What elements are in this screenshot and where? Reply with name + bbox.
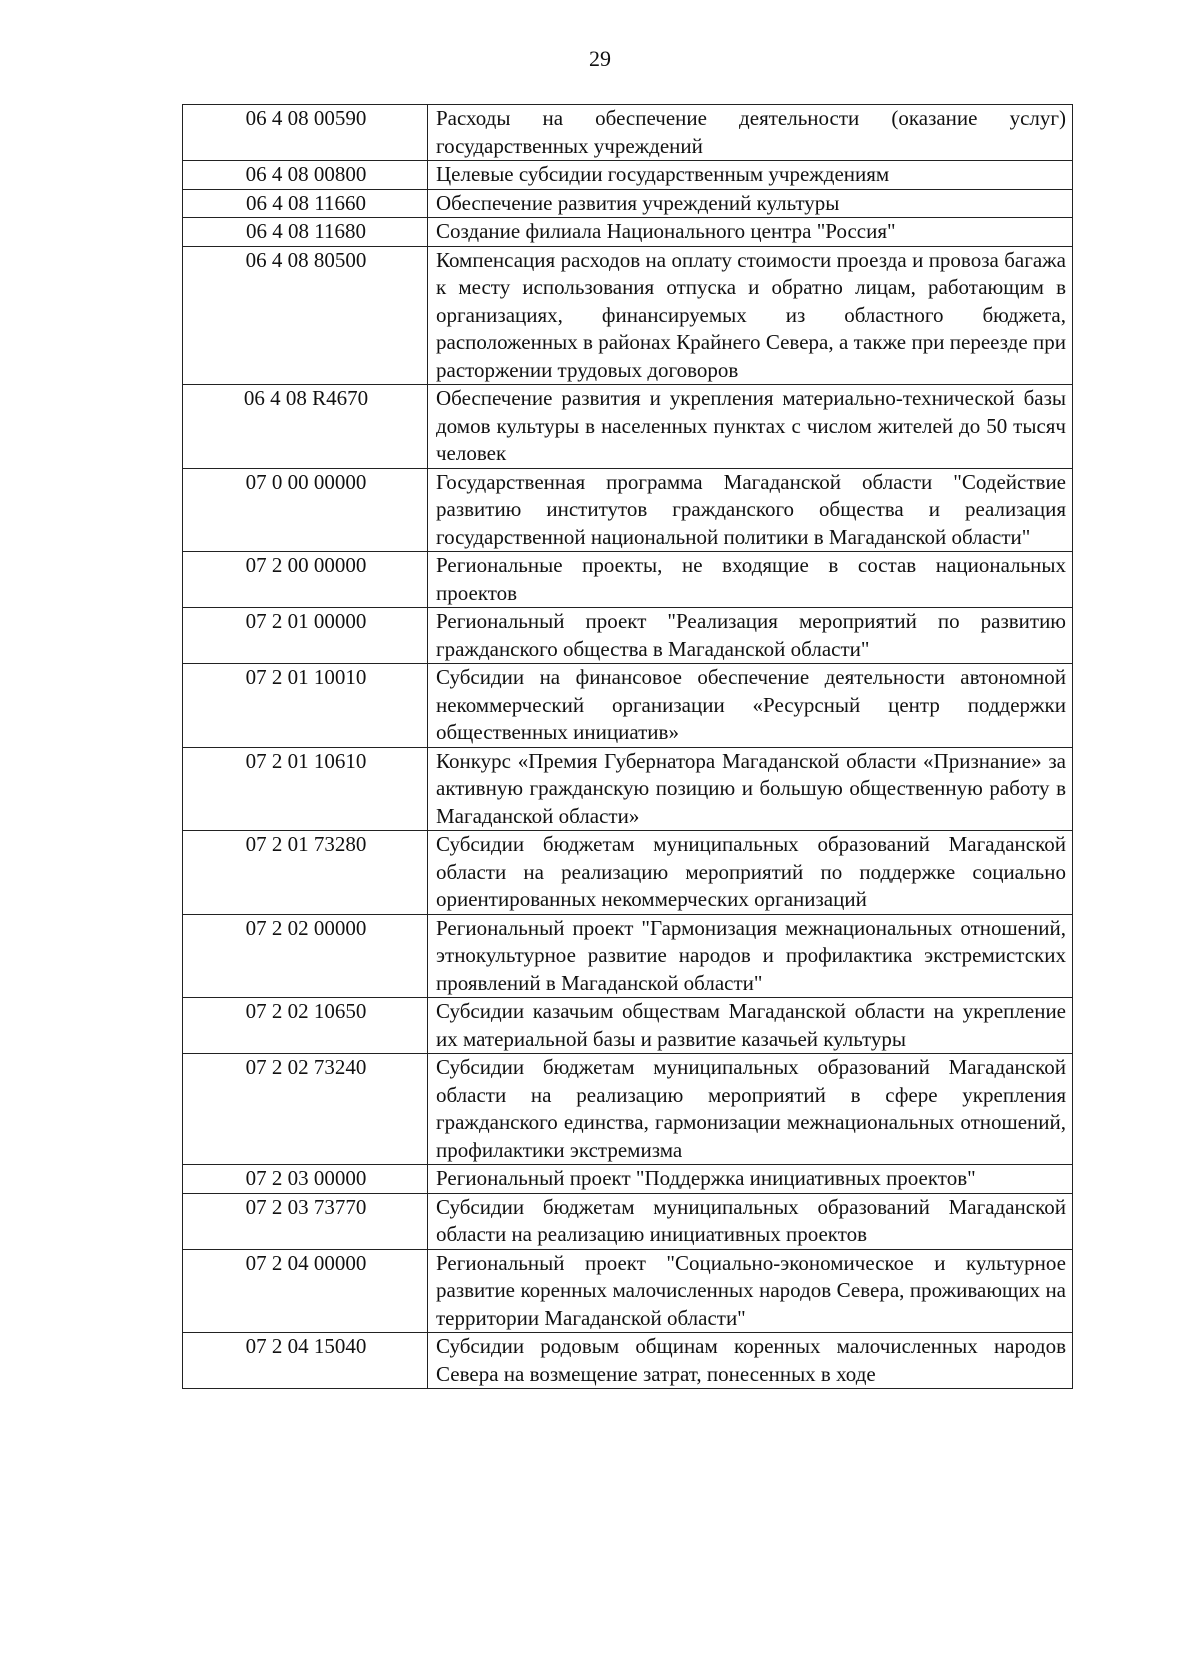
table-row	[183, 468, 1073, 552]
row-code: 07 2 02 73240	[183, 1054, 428, 1165]
table-row	[183, 385, 1073, 469]
table-row	[183, 161, 1073, 190]
row-description: Региональный проект "Реализация мероприятий по развитию гражданского общества в Магаданской области"	[428, 608, 1073, 664]
row-description: Региональный проект "Социально-экономическое и культурное развитие коренных малочисленных народов Севера, проживающих на территории Магаданской области"	[428, 1249, 1073, 1333]
table-row	[183, 998, 1073, 1054]
table-row	[183, 552, 1073, 608]
row-code: 07 2 02 10650	[183, 998, 428, 1054]
row-code: 06 4 08 R4670	[183, 385, 428, 469]
table-row	[183, 608, 1073, 664]
row-description: Региональный проект "Поддержка инициативных проектов"	[428, 1165, 1073, 1194]
row-description: Государственная программа Магаданской области "Содействие развитию институтов гражданского общества и реализация государственной национальной политики в Магаданской области"	[428, 468, 1073, 552]
row-code: 07 2 02 00000	[183, 914, 428, 998]
row-code: 07 2 01 10010	[183, 664, 428, 748]
row-code: 07 2 01 10610	[183, 747, 428, 831]
row-description: Субсидии родовым общинам коренных малочисленных народов Севера на возмещение затрат, понесенных в ходе	[428, 1333, 1073, 1389]
table-row	[183, 189, 1073, 218]
row-code: 07 2 01 00000	[183, 608, 428, 664]
table-row	[183, 831, 1073, 915]
table-row	[183, 1249, 1073, 1333]
budget-codes-body	[183, 105, 1073, 1389]
budget-codes-table	[182, 104, 1073, 1389]
row-description: Обеспечение развития и укрепления материально-технической базы домов культуры в населенных пунктах с числом жителей до 50 тысяч человек	[428, 385, 1073, 469]
row-code: 07 2 01 73280	[183, 831, 428, 915]
table-row	[183, 747, 1073, 831]
row-description: Субсидии бюджетам муниципальных образований Магаданской области на реализацию мероприятий по поддержке социально ориентированных некоммерческих организаций	[428, 831, 1073, 915]
row-code: 06 4 08 80500	[183, 246, 428, 385]
row-description: Субсидии на финансовое обеспечение деятельности автономной некоммерческий организации «Ресурсный центр поддержки общественных инициатив»	[428, 664, 1073, 748]
row-code: 07 2 04 00000	[183, 1249, 428, 1333]
page-number: 29	[589, 46, 611, 71]
row-description: Конкурс «Премия Губернатора Магаданской области «Признание» за активную гражданскую позицию и большую общественную работу в Магаданской области»	[428, 747, 1073, 831]
table-row	[183, 1054, 1073, 1165]
row-description: Обеспечение развития учреждений культуры	[428, 189, 1073, 218]
table-row	[183, 1165, 1073, 1194]
row-code: 07 2 00 00000	[183, 552, 428, 608]
row-description: Субсидии бюджетам муниципальных образований Магаданской области на реализацию мероприятий в сфере укрепления гражданского единства, гармонизации межнациональных отношений, профилактики экстремизма	[428, 1054, 1073, 1165]
row-description: Компенсация расходов на оплату стоимости проезда и провоза багажа к месту использования отпуска и обратно лицам, работающим в организациях, финансируемых из областного бюджета, расположенных в районах Крайнего Севера, а также при переезде при расторжении трудовых договоров	[428, 246, 1073, 385]
row-code: 07 2 03 73770	[183, 1193, 428, 1249]
table-row	[183, 1333, 1073, 1389]
row-code: 07 0 00 00000	[183, 468, 428, 552]
table-row	[183, 218, 1073, 247]
row-description: Субсидии бюджетам муниципальных образований Магаданской области на реализацию инициативных проектов	[428, 1193, 1073, 1249]
table-row	[183, 246, 1073, 385]
row-description: Создание филиала Национального центра "Россия"	[428, 218, 1073, 247]
row-description: Субсидии казачьим обществам Магаданской области на укрепление их материальной базы и развитие казачьей культуры	[428, 998, 1073, 1054]
row-description: Региональный проект "Гармонизация межнациональных отношений, этнокультурное развитие народов и профилактика экстремистских проявлений в Магаданской области"	[428, 914, 1073, 998]
table-row	[183, 105, 1073, 161]
row-code: 06 4 08 11660	[183, 189, 428, 218]
row-code: 06 4 08 00800	[183, 161, 428, 190]
row-code: 07 2 04 15040	[183, 1333, 428, 1389]
table-row	[183, 664, 1073, 748]
row-description: Целевые субсидии государственным учреждениям	[428, 161, 1073, 190]
row-description: Расходы на обеспечение деятельности (оказание услуг) государственных учреждений	[428, 105, 1073, 161]
row-code: 06 4 08 11680	[183, 218, 428, 247]
table-row	[183, 914, 1073, 998]
row-code: 06 4 08 00590	[183, 105, 428, 161]
row-code: 07 2 03 00000	[183, 1165, 428, 1194]
row-description: Региональные проекты, не входящие в состав национальных проектов	[428, 552, 1073, 608]
table-row	[183, 1193, 1073, 1249]
